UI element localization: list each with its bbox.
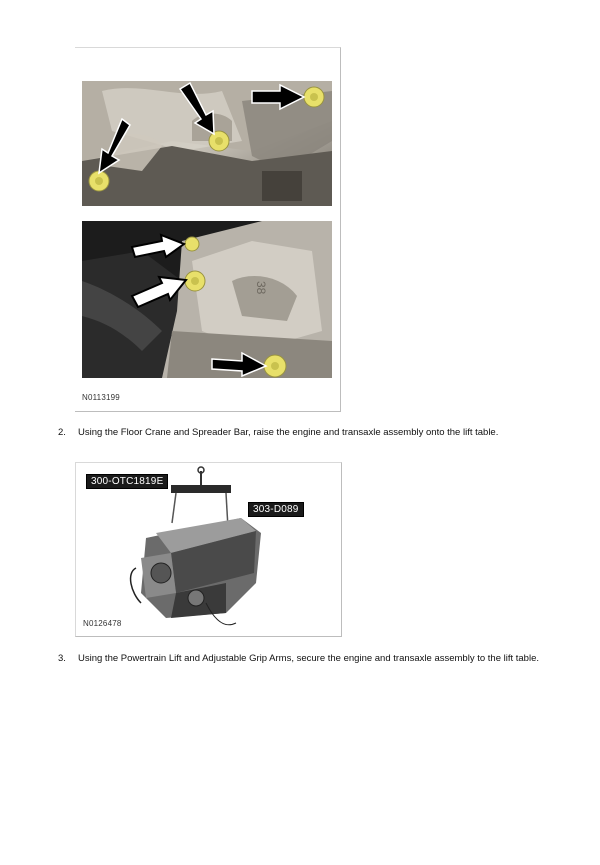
svg-text:38: 38 [254,281,268,295]
engine-mount-lower-image [82,221,332,378]
bolt-icon [185,237,199,251]
step-text: Using the Floor Crane and Spreader Bar, raise the engine and transaxle assembly onto the lift table. [78,427,499,438]
photo-engine-mount-upper [82,81,332,206]
figure-id: N0126478 [83,619,122,628]
tool-callout-floor-crane: 300-OTC1819E [86,474,168,489]
photo-engine-mount-lower [82,221,332,378]
figure-lift-engine [75,462,342,637]
step-number: 3. [58,653,66,664]
bolt-icon [89,171,109,191]
tool-callout-spreader-bar: 303-D089 [248,502,304,517]
bolt-icon [304,87,324,107]
figure-id: N0113199 [82,393,120,402]
engine-mount-upper-image [82,81,332,206]
figure-bolt-locations [75,47,341,412]
bolt-icon [209,131,229,151]
step-number: 2. [58,427,66,438]
step-text: Using the Powertrain Lift and Adjustable Grip Arms, secure the engine and transaxle assembly to the lift table. [78,653,540,664]
bolt-icon [185,271,205,291]
